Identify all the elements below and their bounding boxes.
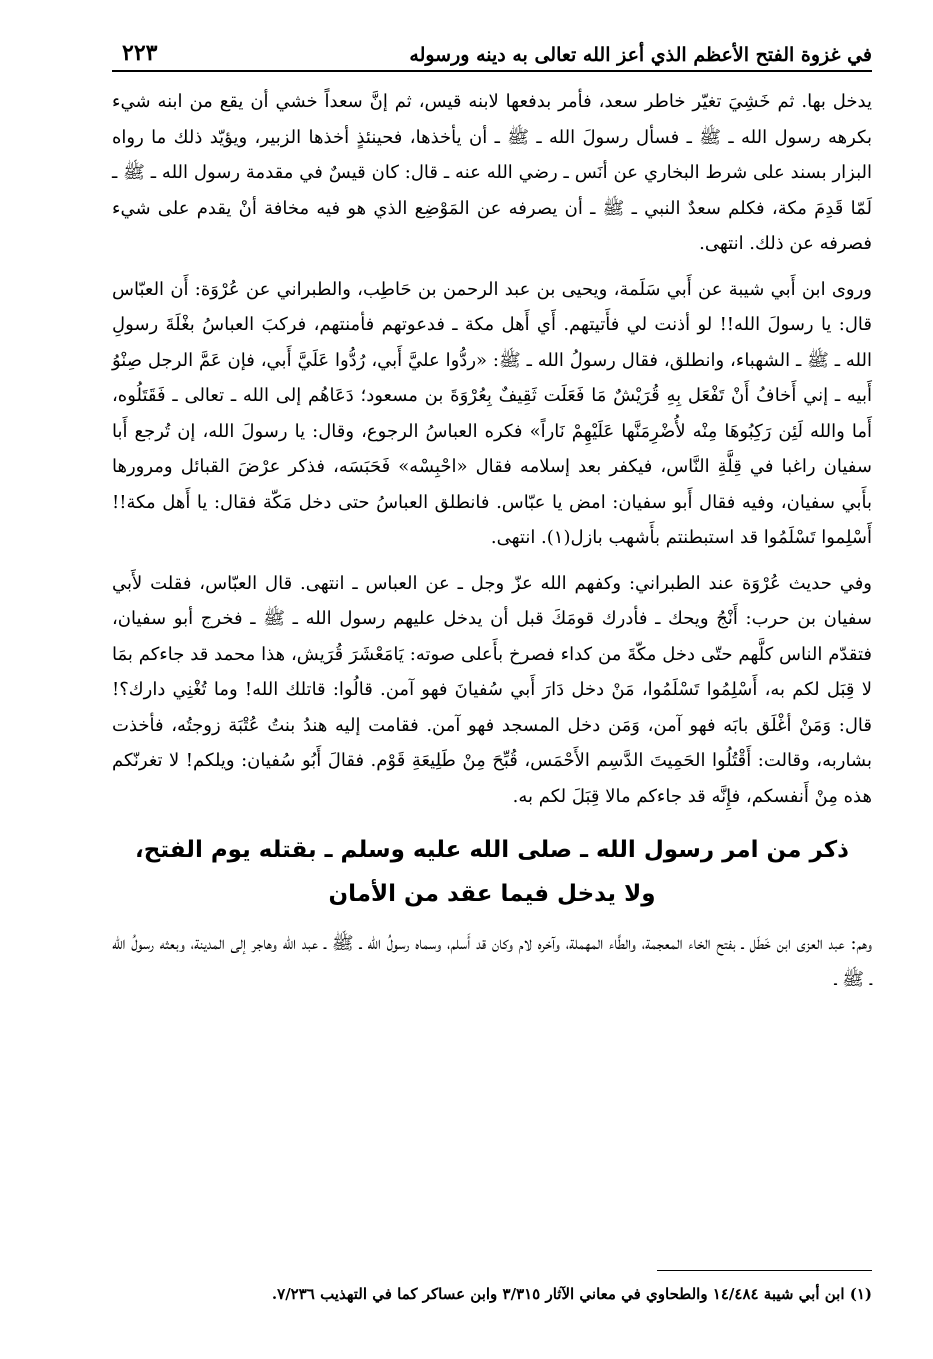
book-page (112, 32, 872, 1332)
page-number: ٢٢٣ (122, 40, 158, 66)
running-title: في غزوة الفتح الأعظم الذي أعز الله تعالى به دينه ورسوله (409, 44, 872, 66)
section-heading-line-2: ولا يدخل فيما عقد من الأمان (328, 881, 656, 907)
paragraph-3: وفي حديث عُرْوَة عند الطبراني: وكفهم الله عزّ وجل ـ عن العباس ـ انتهى. قال العبّاس، فقلت لأَبي سفيان بن حرب: أَنْجُ ويحك ـ فأدرك قومَكَ قبل أن يدخل عليهم رسول الله ـ ﷺ ـ فخرج أبو سفيان، فتقدّم الناس كلَّهم حتّى دخل مكّةَ من كداء فصرخ بأَعلى صوته: يَامَعْشَرَ قُرَيش، هذا محمد قد جاءكم بمَا لا قِبَل لكم به، أَسْلِمُوا تَسْلَمُوا، مَنْ دخل دَارَ أَبي سُفيانَ فهو آمن. قالُوا: قاتلك الله! وما تُغْنِي دارك؟! قال: وَمَنْ أغْلَق بابَه فهو آمن، وَمَن دخل المسجد فهو آمن. فقامت إليه هندُ بنتُ عُتْبَة زوجتُه، فأخذت بشاربه، وقالت: أَقْتُلُوا الحَمِيتَ الدَّسِم الأَحْمَس، قُبِّحَ مِنْ طَلِيعَةِ قَوْم. فقالَ أَبُو سُفيان: ويلكم! لا تغرنّكم هذه مِنْ أَنفسكم، فإِنَّه قد جاءكم مالا قِبَلَ لكم به. (112, 572, 872, 807)
paragraph-2: وروى ابن أَبي شيبة عن أَبي سَلَمة، ويحيى بن عبد الرحمن بن حَاطِب، والطبراني عن عُرْوَة: أَن العبّاس قال: يا رسولَ الله!! لو أذنت لي فأَتيتهم. أَي أَهل مكة ـ فدعوتهم فأمنتهم، فركبَ العباسُ بغْلَةَ رسولِ الله ـ ﷺ ـ الشهباء، وانطلق، فقال رسولُ الله ـ ﷺ: «ردُّوا عليَّ أَبي، رُدُّوا عَلَيَّ أَبي، فإن عَمَّ الرجل صِنْوُ أَبيه ـ إني أَخافُ أَنْ تَفْعَل بِهِ قُرَيْشٌ مَا فَعَلَت ثَقِيفٌ بِعُرْوَةَ بن مسعود؛ دَعَاهُم إلى الله ـ تعالى ـ فَقَتَلُوه، أَما والله لَئِن رَكِبُوهَا مِنْه لأُضْرِمَنَّها عَلَيْهِمْ نَاراً» فكره العباسُ الرجوع، وقال: يا رسولَ الله، إن تُرجع أَبا سفيان راغبا في قِلَّةِ النَّاس، فيكفر بعد إسلامه فقال «احْبِسْه» فَحَبَسَه، فذكر عرْضَ القبائل ومرورها بأَبي سفيان، وفيه فقال أَبو سفيان: امض يا عبّاس. فانطلق العباسُ حتى دخل مَكّة فقال: يا أَهل مكة!! أَسْلِموا تَسْلَمُوا قد استبطنتم بأَشهب بازل(١). انتهى. (112, 278, 872, 548)
body-text (112, 84, 872, 997)
running-head (112, 32, 872, 72)
section-heading (112, 828, 872, 916)
paragraph-4: وهم: عبد العزى ابن خَطَل ـ بفتح الخاء المعجمة، والطَّاء المهملة، وآخره لام وكان قد أَسلم، وسماه رسولُ الله ـ ﷺ ـ عبد اللّه وهاجر إلى المدينة، وبعثه رسولُ الله ـ ﷺ ـ (112, 933, 872, 990)
footnote-divider (657, 1270, 872, 1271)
section-heading-line-1: ذكر من امر رسول الله ـ صلى الله عليه وسلم ـ بقتله يوم الفتح، (135, 837, 849, 863)
paragraph-1: يدخل بها. ثم خَشِيَ تغيّر خاطر سعد، فأمر بدفعها لابنه قيس، ثم إنَّ سعداً خشي أن يقع من ابنه شيء بكرهه رسول الله ـ ﷺ ـ فسأل رسولَ الله ـ ﷺ ـ أن يأخذها، فحينئذٍ أخذها الزبير، ويؤيّد ذلك ما رواه البزار بسند على شرط البخاري عن أنَس ـ رضي الله عنه ـ قال: كان قيسٌ في مقدمة رسول الله ـ ﷺ ـ لَمّا قَدِمَ مكة، فكلم سعدٌ النبي ـ ﷺ ـ أن يصرفه عن المَوْضِع الذي هو فيه مخافة أنْ يقدم على شيء فصرفه عن ذلك. انتهى. (112, 91, 872, 254)
footnote: (١) ابن أبي شيبة ١٤/٤٨٤ والطحاوي في معاني الآثار ٣/٣١٥ وابن عساكر كما في التهذيب ٧/٢٣٦. (271, 1285, 872, 1303)
